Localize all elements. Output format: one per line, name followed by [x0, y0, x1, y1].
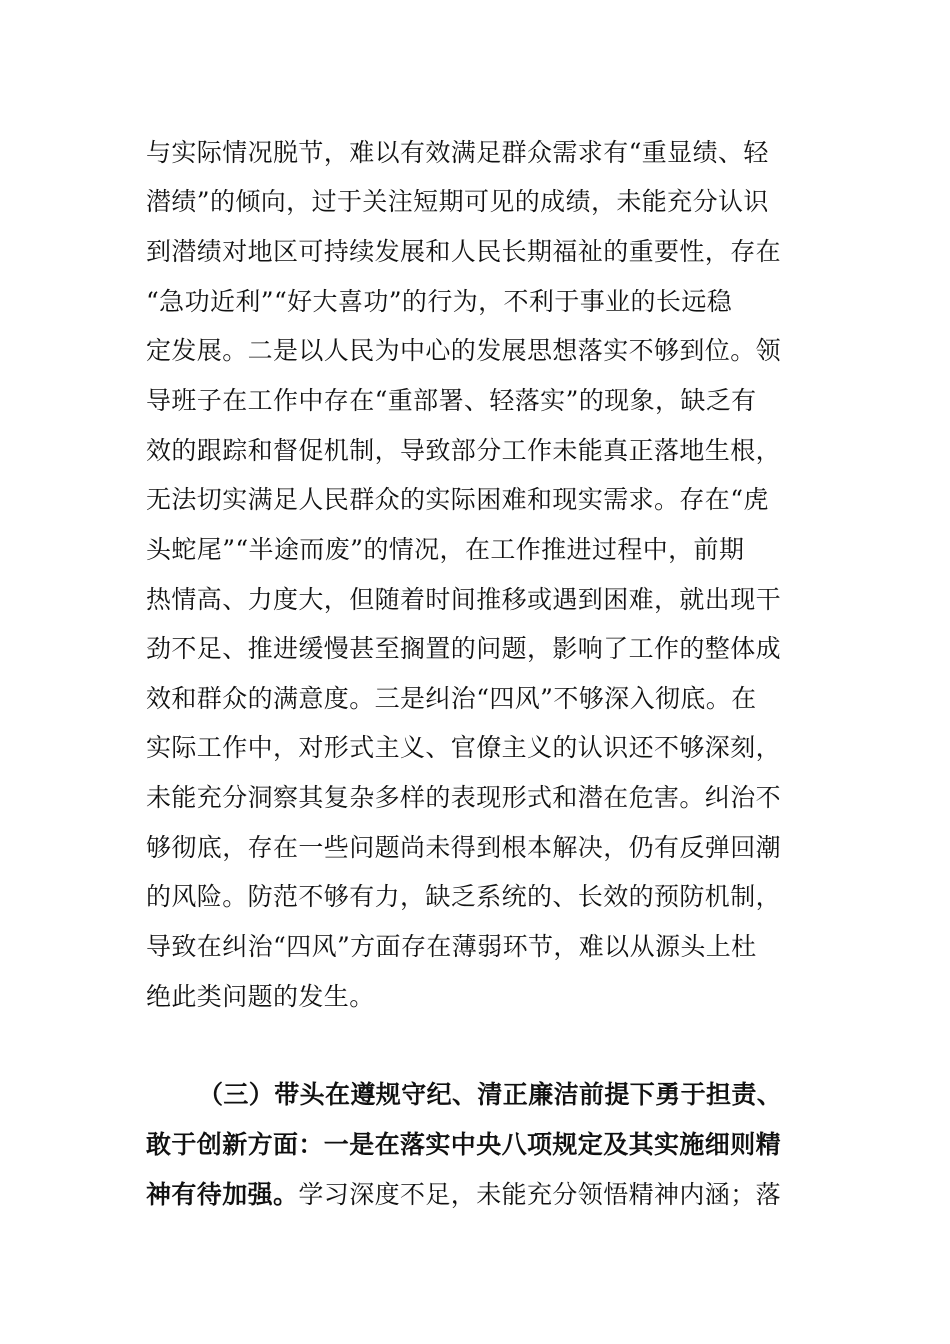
paragraph-line: 够彻底，存在一些问题尚未得到根本解决，仍有反弹回潮 — [146, 833, 782, 862]
paragraph-line: 无法切实满足人民群众的实际困难和现实需求。存在“虎 — [146, 485, 769, 514]
paragraph-line: 效和群众的满意度。三是纠治“四风”不够深入彻底。在 — [146, 684, 757, 713]
paragraph-line: 绝此类问题的发生。 — [146, 982, 375, 1011]
paragraph-line: 劲不足、推进缓慢甚至搁置的问题，影响了工作的整体成 — [146, 634, 782, 663]
paragraph-line: 到潜绩对地区可持续发展和人民长期福祉的重要性，存在 — [146, 237, 782, 266]
section-heading-line: （三）带头在遵规守纪、清正廉洁前提下勇于担责、 — [198, 1080, 783, 1109]
mixed-line — [146, 1180, 786, 1210]
paragraph-line: 与实际情况脱节，难以有效满足群众需求有“重显绩、轻 — [146, 138, 769, 167]
paragraph-text: 学习深度不足，未能充分领悟精神内涵；落 — [298, 1180, 782, 1209]
paragraph-line: 未能充分洞察其复杂多样的表现形式和潜在危害。纠治不 — [146, 783, 782, 812]
paragraph-line: 实际工作中，对形式主义、官僚主义的认识还不够深刻， — [146, 733, 782, 762]
paragraph-line: 定发展。二是以人民为中心的发展思想落实不够到位。领 — [146, 336, 782, 365]
paragraph-line: 导致在纠治“四风”方面存在薄弱环节，难以从源头上杜 — [146, 932, 757, 961]
paragraph-line: 效的跟踪和督促机制，导致部分工作未能真正落地生根， — [146, 436, 782, 465]
paragraph-line: 热情高、力度大，但随着时间推移或遇到困难，就出现干 — [146, 585, 782, 614]
section-heading-end: 神有待加强。 — [146, 1180, 299, 1209]
paragraph-line: 头蛇尾”“半途而废”的情况，在工作推进过程中，前期 — [146, 535, 745, 564]
paragraph-line: “急功近利”“好大喜功”的行为，不利于事业的长远稳 — [146, 287, 733, 316]
paragraph-line: 导班子在工作中存在“重部署、轻落实”的现象，缺乏有 — [146, 386, 757, 415]
section-heading-line: 敢于创新方面：一是在落实中央八项规定及其实施细则精 — [146, 1130, 782, 1159]
paragraph-line: 潜绩”的倾向，过于关注短期可见的成绩，未能充分认识 — [146, 187, 769, 216]
paragraph-line: 的风险。防范不够有力，缺乏系统的、长效的预防机制， — [146, 882, 782, 911]
